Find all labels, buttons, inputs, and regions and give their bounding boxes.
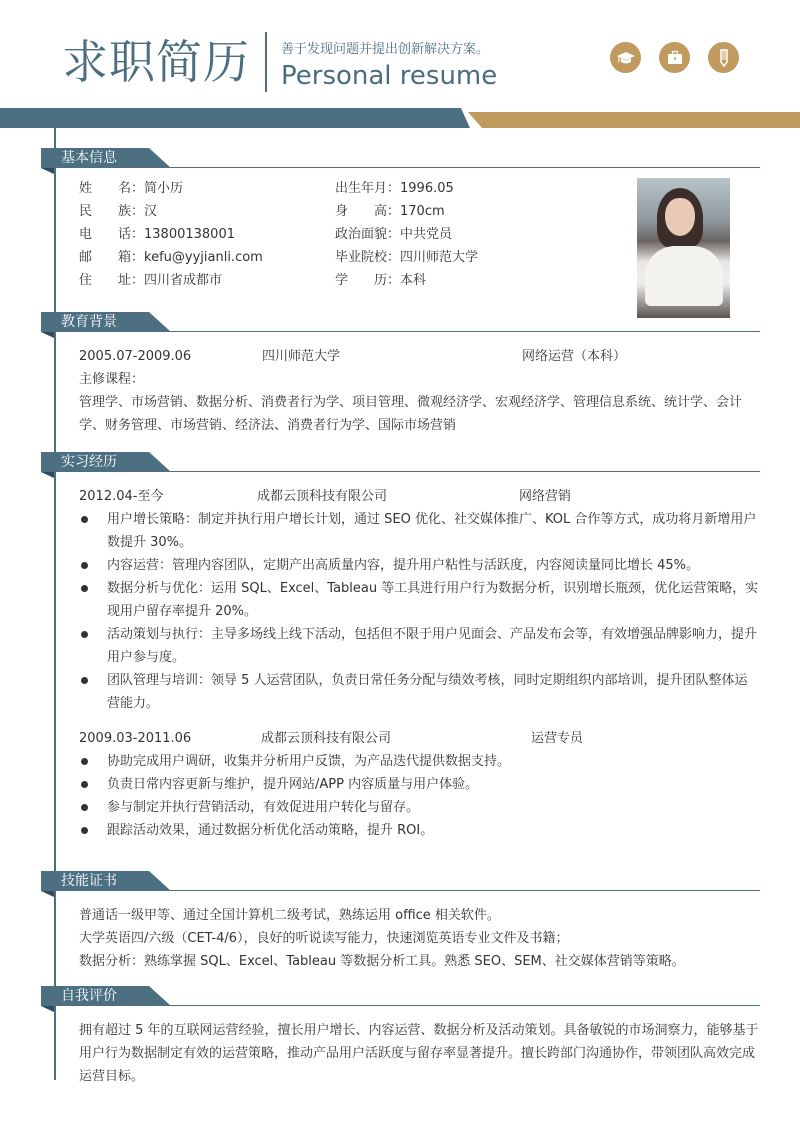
skill-line: 数据分析：熟练掌握 SQL、Excel、Tableau 等数据分析工具。熟悉 SEO、SEM、社交媒体营销等策略。 [79, 954, 685, 969]
experience-body [41, 485, 760, 842]
job-role: 网络营销 [519, 489, 572, 504]
section-title: 实习经历 [41, 452, 133, 472]
label: 姓 名 [79, 181, 132, 196]
value: ：四川省成都市 [131, 273, 223, 288]
self-eval-body [41, 1019, 760, 1088]
label: 学 历 [335, 273, 388, 288]
section-divider [133, 331, 760, 332]
photo-shirt [645, 246, 723, 306]
basic-info-right [335, 177, 478, 292]
photo-face [665, 198, 695, 236]
job-role: 运营专员 [531, 731, 584, 746]
value: ：1996.05 [387, 181, 454, 196]
info-row-degree [335, 269, 478, 292]
job-company: 成都云顶科技有限公司 [261, 731, 392, 746]
courses-list: 管理学、市场营销、数据分析、消费者行为学、项目管理、微观经济学、宏观经济学、管理信息系统、统计学、会计学、财务管理、市场营销、经济法、消费者行为学、国际市场营销 [79, 395, 743, 433]
value: ：170cm [387, 204, 445, 219]
stripes-icon [141, 871, 181, 891]
label: 电 话 [79, 227, 132, 242]
graduation-cap-icon [610, 42, 641, 73]
profile-photo [637, 178, 730, 318]
section-divider [133, 471, 760, 472]
info-row-birth [335, 177, 478, 200]
job-period: 2012.04-至今 [79, 489, 164, 504]
section-header [41, 447, 760, 473]
section-skills [41, 866, 760, 973]
section-divider [133, 1005, 760, 1006]
education-school: 四川师范大学 [262, 349, 341, 364]
info-row-phone [79, 223, 263, 246]
value: ：汉 [131, 204, 158, 219]
education-period: 2005.07-2009.06 [79, 349, 192, 364]
stripes-icon [141, 148, 181, 168]
section-education [41, 307, 760, 437]
list-item: 负责日常内容更新与维护，提升网站/APP 内容质量与用户体验。 [79, 773, 760, 796]
label: 住 址 [79, 273, 132, 288]
job-bullets [79, 750, 760, 842]
education-body [41, 345, 760, 437]
skill-line: 大学英语四/六级（CET-4/6），良好的听说读写能力，快速浏览英语专业文件及书籍； [79, 931, 569, 946]
section-header [41, 143, 760, 169]
slogan: 善于发现问题并提出创新解决方案。 [281, 42, 490, 57]
list-item: 跟踪活动效果，通过数据分析优化活动策略，提升 ROI。 [79, 819, 760, 842]
list-item: 用户增长策略：制定并执行用户增长计划，通过 SEO 优化、社交媒体推广、KOL 合作等方式，成功将月新增用户数提升 30%。 [79, 508, 760, 554]
label: 毕业院校 [335, 250, 388, 265]
info-row-school [335, 246, 478, 269]
value: ：本科 [387, 273, 427, 288]
label: 政治面貌 [335, 227, 388, 242]
label: 邮 箱 [79, 250, 132, 265]
list-item: 活动策划与执行：主导多场线上线下活动，包括但不限于用户见面会、产品发布会等，有效增强品牌影响力，提升用户参与度。 [79, 623, 760, 669]
resume-title-en: Personal resume [281, 61, 498, 91]
value: ：13800138001 [131, 227, 235, 242]
value: ：中共党员 [387, 227, 453, 242]
section-title: 基本信息 [41, 148, 133, 168]
header-bar-accent [468, 112, 800, 128]
education-major: 网络运营（本科） [522, 349, 627, 364]
list-item: 团队管理与培训：领导 5 人运营团队，负责日常任务分配与绩效考核，同时定期组织内部培训，提升团队整体运营能力。 [79, 669, 760, 715]
info-row-political [335, 223, 478, 246]
section-basic-info [41, 143, 760, 303]
list-item: 参与制定并执行营销活动，有效促进用户转化与留存。 [79, 796, 760, 819]
section-title: 技能证书 [41, 871, 133, 891]
section-self-evaluation [41, 981, 760, 1088]
section-header [41, 866, 760, 892]
job-header [79, 485, 760, 508]
section-title: 教育背景 [41, 312, 133, 332]
label: 民 族 [79, 204, 132, 219]
section-divider [133, 167, 760, 168]
info-row-address [79, 269, 263, 292]
header-icons [610, 42, 739, 73]
resume-title: 求职简历 [62, 35, 250, 89]
info-row-name [79, 177, 263, 200]
stripes-icon [141, 452, 181, 472]
title-divider [265, 32, 267, 92]
stripes-icon [141, 986, 181, 1006]
section-header [41, 307, 760, 333]
info-row-height [335, 200, 478, 223]
education-row [79, 345, 760, 368]
section-title: 自我评价 [41, 986, 133, 1006]
self-eval-text: 拥有超过 5 年的互联网运营经验，擅长用户增长、内容运营、数据分析及活动策划。具备敏锐的市场洞察力，能够基于用户行为数据制定有效的运营策略，推动产品用户活跃度与留存率显著提升。擅长跨部门沟通协作，带领团队高效完成运营目标。 [79, 1023, 759, 1084]
skills-body [41, 904, 760, 973]
section-divider [133, 890, 760, 891]
stripes-icon [141, 312, 181, 332]
skill-line: 普通话一级甲等、通过全国计算机二级考试，熟练运用 office 相关软件。 [79, 908, 500, 923]
value: ：四川师范大学 [387, 250, 479, 265]
briefcase-icon [659, 42, 690, 73]
job-company: 成都云顶科技有限公司 [257, 489, 388, 504]
label: 身 高 [335, 204, 388, 219]
pencil-icon [708, 42, 739, 73]
courses-label: 主修课程： [79, 372, 145, 387]
list-item: 协助完成用户调研，收集并分析用户反馈，为产品迭代提供数据支持。 [79, 750, 760, 773]
list-item: 数据分析与优化：运用 SQL、Excel、Tableau 等工具进行用户行为数据分析，识别增长瓶颈，优化运营策略，实现用户留存率提升 20%。 [79, 577, 760, 623]
info-row-ethnicity [79, 200, 263, 223]
job-period: 2009.03-2011.06 [79, 731, 192, 746]
section-header [41, 981, 760, 1007]
job-bullets [79, 508, 760, 715]
job-header [79, 727, 760, 750]
value: ：简小历 [131, 181, 184, 196]
section-experience [41, 447, 760, 842]
list-item: 内容运营：管理内容团队，定期产出高质量内容，提升用户粘性与活跃度，内容阅读量同比增长 45%。 [79, 554, 760, 577]
value: ：kefu@yyjianli.com [131, 250, 263, 265]
label: 出生年月 [335, 181, 388, 196]
info-row-email [79, 246, 263, 269]
basic-info-left [79, 177, 263, 292]
header-bar-primary [0, 108, 470, 128]
